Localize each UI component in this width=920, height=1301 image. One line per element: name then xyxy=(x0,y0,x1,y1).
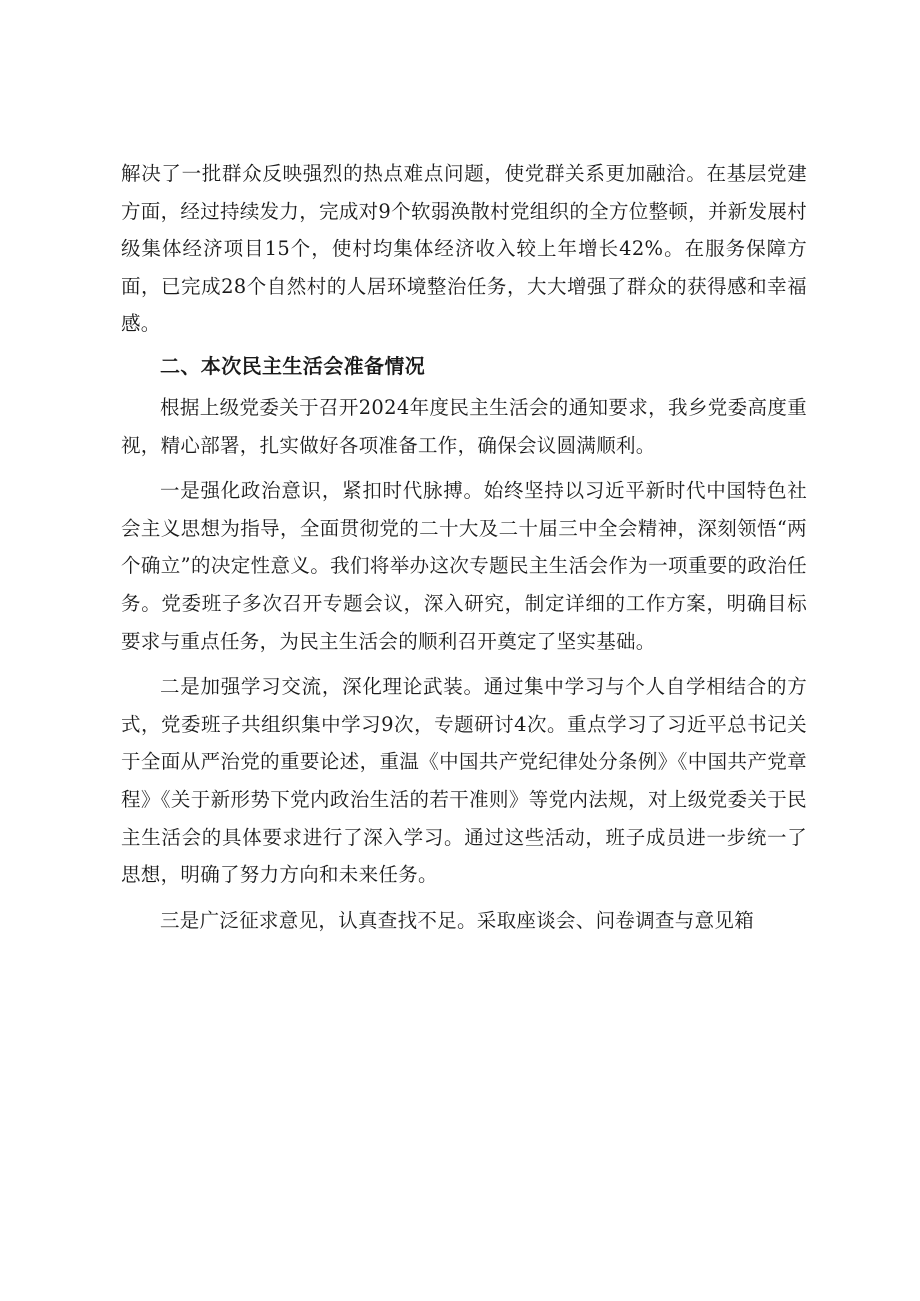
paragraph-gap xyxy=(121,464,807,472)
paragraph-continued: 解决了一批群众反映强烈的热点难点问题，使党群关系更加融洽。在基层党建方面，经过持续发力，完成对9个软弱涣散村党组织的全方位整顿，并新发展村级集体经济项目15个，使村均集体经济收入较上年增长42%。在服务保障方面，已完成28个自然村的人居环境整治任务，大大增强了群众的获得感和幸福感。 xyxy=(121,162,807,336)
paragraph-point-one: 一是强化政治意识，紧扣时代脉搏。始终坚持以习近平新时代中国特色社会主义思想为指导，全面贯彻党的二十大及二十届三中全会精神，深刻领悟“两个确立”的决定性意义。我们将举办这次专题民主生活会作为一项重要的政治任务。党委班子多次召开专题会议，深入研究，制定详细的工作方案，明确目标要求与重点任务，为民主生活会的顺利召开奠定了坚实基础。 xyxy=(121,479,807,653)
paragraph-intro: 根据上级党委关于召开2024年度民主生活会的通知要求，我乡党委高度重视，精心部署，扎实做好各项准备工作，确保会议圆满顺利。 xyxy=(121,395,807,457)
section-heading: 二、本次民主生活会准备情况 xyxy=(160,353,426,378)
document-body xyxy=(121,155,807,939)
paragraph-point-three: 三是广泛征求意见，认真查找不足。采取座谈会、问卷调查与意见箱 xyxy=(160,908,755,932)
paragraph-point-two: 二是加强学习交流，深化理论武装。通过集中学习与个人自学相结合的方式，党委班子共组织集中学习9次，专题研讨4次。重点学习了习近平总书记关于全面从严治党的重要论述，重温《中国共产党纪律处分条例》《中国共产党章程》《关于新形势下党内政治生活的若干准则》等党内法规，对上级党委关于民主生活会的具体要求进行了深入学习。通过这些活动，班子成员进一步统一了思想，明确了努力方向和未来任务。 xyxy=(121,675,807,887)
paragraph-gap xyxy=(121,660,807,668)
paragraph-gap xyxy=(121,894,807,902)
